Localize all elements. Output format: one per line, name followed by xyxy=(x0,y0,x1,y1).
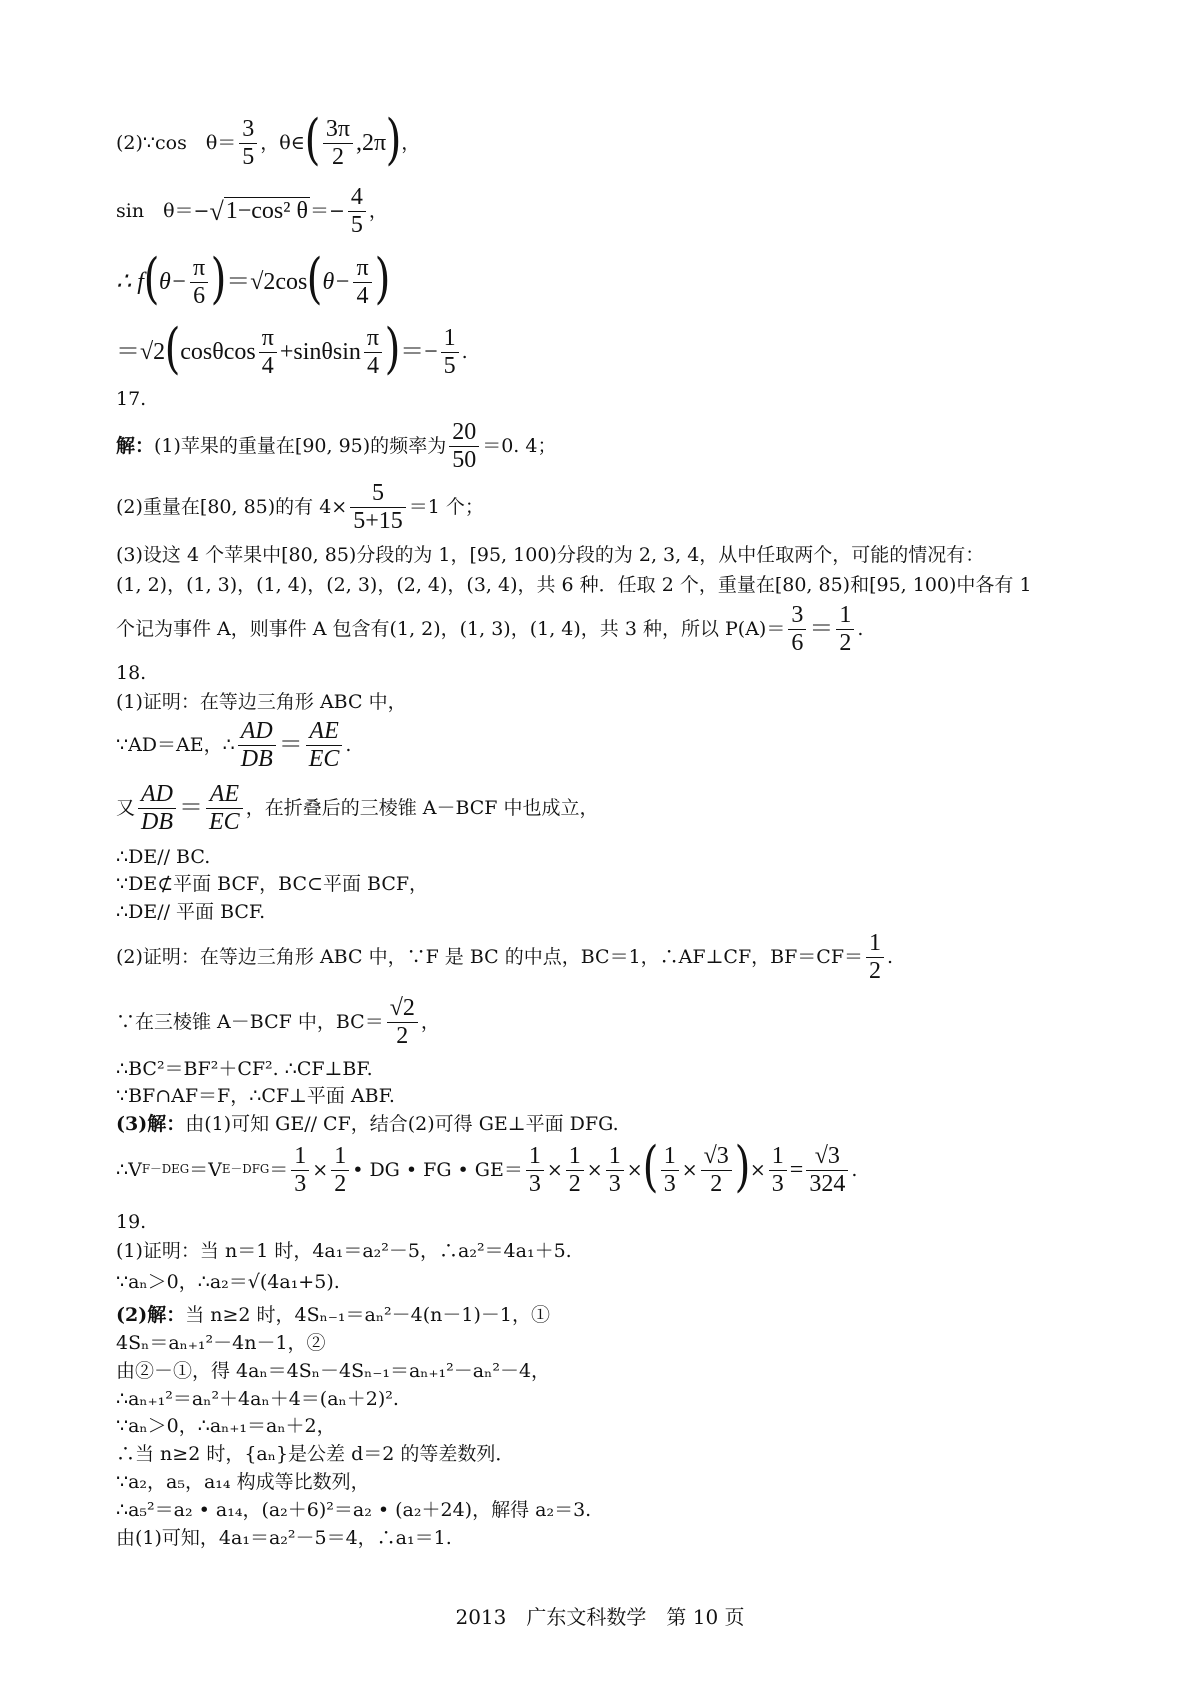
q17-line-1: 解： (1)苹果的重量在[90, 95)的频率为 $\frac{20}{50}$ ＝0. 4； xyxy=(116,418,557,473)
q16-line-2: sin θ＝− √ 1−cos² θ ＝− $\frac{4}{5}$ ， xyxy=(116,183,388,238)
q19-line-9: ∵a₂，a₅，a₁₄ 构成等比数列， xyxy=(116,1470,370,1493)
q18-line-11: (3)解： 由(1)可知 GE// CF，结合(2)可得 GE⊥平面 DFG. xyxy=(116,1112,619,1135)
q18-line-7: (2)证明：在等边三角形 ABC 中，∵F 是 BC 的中点，BC＝1，∴AF⊥CF，BF＝CF＝ $\frac{1}{2}$ . xyxy=(116,929,894,984)
q18-line-9: ∴BC²＝BF²＋CF². ∴CF⊥BF. xyxy=(116,1057,373,1080)
q18-line-8: ∵在三棱锥 A－BCF 中，BC＝ $\frac{√2}{2}$ ， xyxy=(116,994,440,1049)
q19-line-8: ∴当 n≥2 时，{aₙ}是公差 d＝2 的等差数列． xyxy=(116,1442,515,1465)
q16-line-4: ＝√2 ( cosθcos $\frac{\pi}{4}$ +sinθsin $\frac{\pi}{4}$ ) ＝− $\frac{1}{5}$ . xyxy=(116,317,468,380)
q18-line-10: ∵BF∩AF＝F，∴CF⊥平面 ABF. xyxy=(116,1084,395,1107)
q19-line-7: ∵aₙ＞0，∴aₙ₊₁＝aₙ＋2， xyxy=(116,1414,336,1437)
q19-line-6: ∴aₙ₊₁²＝aₙ²＋4aₙ＋4＝(aₙ＋2)². xyxy=(116,1387,399,1410)
q18-line-1: (1)证明：在等边三角形 ABC 中， xyxy=(116,690,407,713)
q16-line-1: (2)∵cos θ＝ $\frac{3}{5}$ ，θ∈ ( $\frac{3\pi}{2}$ ,2π ) ， xyxy=(116,108,421,171)
q18-line-5: ∵DE⊄平面 BCF，BC⊂平面 BCF， xyxy=(116,872,429,895)
q17-line-3: (3)设这 4 个苹果中[80, 85)分段的为 1，[95, 100)分段的为 2, 3, 4，从中任取两个，可能的情况有： xyxy=(116,543,985,566)
q19-line-4: 4Sₙ＝aₙ₊₁²－4n－1，② xyxy=(116,1331,326,1354)
q18-line-12: ∴V F－DEG ＝V E－DFG ＝ $\frac{1}{3}$ × $\frac{1}{2}$ • DG • FG • GE＝ $\frac{1}{3}$ × $\frac{1}{2}$ × $\frac{1}{3}$ × ( $\frac{1}{3}$ × $\frac{√3}{2}$ ) × $\frac{1}{3}$ = $\frac{√3}{324}$ . xyxy=(116,1135,858,1198)
q17-line-2: (2)重量在[80, 85)的有 4× $\frac{5}{5+15}$ ＝1 个； xyxy=(116,479,484,534)
q19-number: 19. xyxy=(116,1210,147,1233)
q19-line-1: (1)证明：当 n＝1 时，4a₁＝a₂²－5，∴a₂²＝4a₁＋5. xyxy=(116,1239,572,1262)
q18-line-3: 又 $\frac{AD}{DB}$ ＝ $\frac{AE}{EC}$ ，在折叠后的三棱锥 A－BCF 中也成立， xyxy=(116,780,599,835)
q17-line-5: 个记为事件 A，则事件 A 包含有(1, 2)，(1, 3)，(1, 4)，共 3 种，所以 P(A)＝ $\frac{3}{6}$ ＝ $\frac{1}{2}$ . xyxy=(116,601,864,656)
page-footer: 2013 广东文科数学 第 10 页 xyxy=(455,1605,745,1629)
q19-line-10: ∴a₅²＝a₂ • a₁₄，(a₂＋6)²＝a₂ • (a₂＋24)，解得 a₂＝3. xyxy=(116,1498,592,1521)
q19-line-11: 由(1)可知，4a₁＝a₂²－5＝4，∴a₁＝1. xyxy=(116,1526,452,1549)
q19-line-5: 由②－①，得 4aₙ＝4Sₙ－4Sₙ₋₁＝aₙ₊₁²－aₙ²－4， xyxy=(116,1359,551,1382)
q17-line-4: (1, 2)，(1, 3)，(1, 4)，(2, 3)，(2, 4)，(3, 4)，共 6 种．任取 2 个，重量在[80, 85)和[95, 100)中各有 1 xyxy=(116,573,1032,596)
q16-line-3: ∴ f ( θ− $\frac{\pi}{6}$ ) ＝√2cos ( θ− $\frac{\pi}{4}$ ) xyxy=(116,247,391,310)
text: ，θ∈ xyxy=(260,131,305,154)
q17-number: 17. xyxy=(116,387,147,410)
q18-number: 18. xyxy=(116,661,147,684)
q18-line-2: ∵AD＝AE，∴ $\frac{AD}{DB}$ ＝ $\frac{AE}{EC}$ . xyxy=(116,717,352,772)
text: (2)∵cos θ＝ xyxy=(116,131,237,154)
q18-line-4: ∴DE// BC. xyxy=(116,845,211,868)
q19-line-2: ∵aₙ＞0，∴a₂＝√(4a₁+5). xyxy=(116,1270,340,1293)
q18-line-6: ∴DE// 平面 BCF. xyxy=(116,900,266,923)
q19-line-3: (2)解： 当 n≥2 时，4Sₙ₋₁＝aₙ²－4(n－1)－1，① xyxy=(116,1303,550,1326)
